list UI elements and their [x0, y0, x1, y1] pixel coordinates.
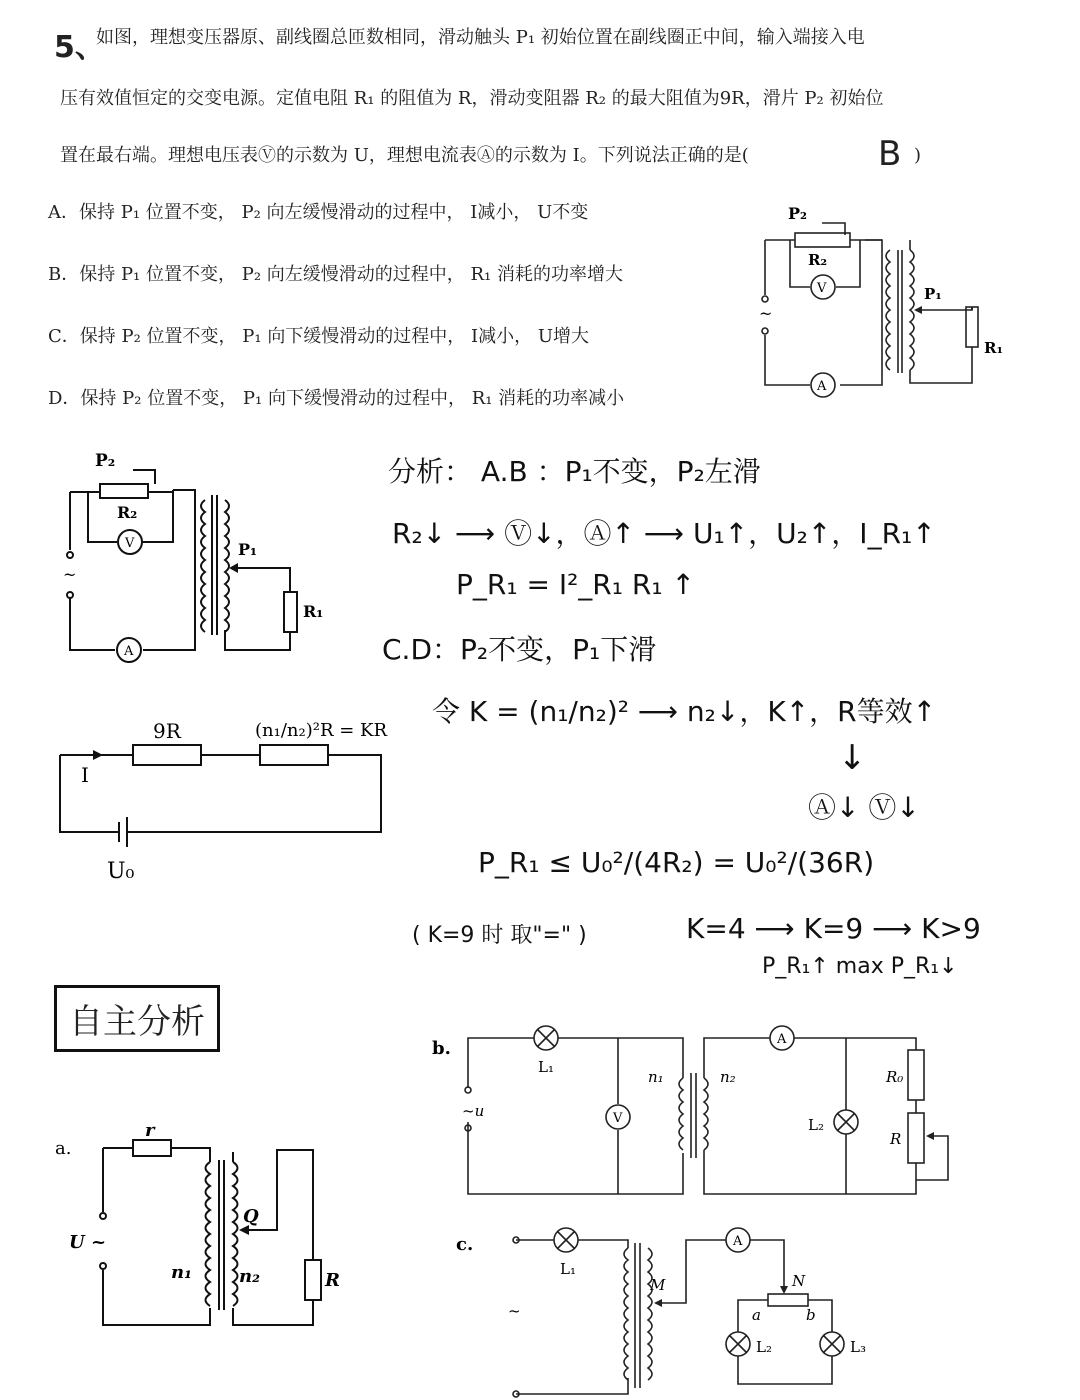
equiv-9r-label: 9R: [153, 719, 181, 743]
hand-voltmeter-label: V: [125, 536, 135, 551]
analysis-cd-result: Ⓐ↓ Ⓥ↓: [808, 791, 920, 824]
handwritten-answer: B: [878, 134, 902, 174]
analysis-ab-chain: R₂↓ ⟶ Ⓥ↓，Ⓐ↑ ⟶ U₁↑，U₂↑，I_R₁↑: [392, 517, 936, 550]
diagram-c-pa: a: [752, 1306, 761, 1324]
equiv-source-label: U₀: [107, 859, 135, 884]
diagram-b: [428, 1018, 968, 1203]
diagram-c-a: A: [733, 1234, 743, 1249]
diagram-a-u: U ~: [69, 1232, 107, 1253]
diagram-b-l2: L₂: [808, 1116, 824, 1134]
option-c: C．保持 P₂ 位置不变， P₁ 向下缓慢滑动的过程中， I减小， U增大: [48, 326, 590, 347]
option-a: A．保持 P₁ 位置不变， P₂ 向左缓慢滑动的过程中， I减小， U不变: [48, 202, 589, 223]
hand-ac-label: ~: [63, 565, 77, 584]
diagram-b-n2: n₂: [720, 1068, 736, 1086]
diagram-c-m: M: [650, 1276, 666, 1294]
ammeter-label: A: [817, 379, 827, 394]
label-p2: P₂: [788, 204, 808, 223]
diagram-b-r0: R₀: [886, 1068, 904, 1086]
diagram-a-n1: n₁: [171, 1262, 192, 1283]
diagram-c-pb: b: [806, 1306, 816, 1324]
question-number: 5、: [54, 30, 105, 65]
hand-r2: R₂: [117, 503, 138, 522]
close-paren: ): [914, 145, 922, 166]
diagram-a-r-small: r: [145, 1120, 155, 1141]
diagram-c-n: N: [792, 1272, 806, 1290]
self-analysis-box: 自主分析: [54, 985, 220, 1052]
question-line-3: 置在最右端。理想电压表Ⓥ的示数为 U，理想电流表Ⓐ的示数为 I。下列说法正确的是(: [60, 145, 749, 166]
equivalent-circuit: [55, 710, 395, 890]
hand-p2: P₂: [95, 451, 116, 471]
diagram-a: [55, 1120, 355, 1340]
analysis-k-sequence-sub: P_R₁↑ max P_R₁↓: [762, 954, 958, 979]
diagram-a-tag: a.: [55, 1138, 72, 1159]
analysis-k-sequence: K=4 ⟶ K=9 ⟶ K>9: [686, 912, 981, 945]
analysis-cd-title: C.D：P₂不变，P₁下滑: [382, 633, 657, 666]
equiv-current-label: I: [81, 763, 89, 787]
diagram-c-ac: ~: [508, 1302, 521, 1320]
hand-r1: R₁: [303, 602, 324, 621]
diagram-b-l1: L₁: [538, 1058, 554, 1076]
option-d: D．保持 P₂ 位置不变， P₁ 向下缓慢滑动的过程中， R₁ 消耗的功率减小: [48, 388, 625, 409]
diagram-a-R: R: [325, 1270, 340, 1291]
diagram-c-tag: c.: [456, 1234, 474, 1255]
diagram-b-v: V: [613, 1111, 623, 1126]
analysis-cd-chain: 令 K = (n₁/n₂)² ⟶ n₂↓，K↑，R等效↑: [432, 695, 937, 728]
diagram-a-q: Q: [243, 1206, 259, 1227]
label-p1: P₁: [924, 285, 942, 303]
diagram-a-n2: n₂: [239, 1266, 260, 1287]
question-line-1: 如图，理想变压器原、副线圈总匝数相同，滑动触头 P₁ 初始位置在副线圈正中间，输入端接入电: [96, 27, 865, 48]
diagram-c-l1: L₁: [560, 1260, 576, 1278]
diagram-c-l3: L₃: [850, 1338, 866, 1356]
equiv-kr-label: (n₁/n₂)²R = KR: [255, 720, 388, 741]
analysis-down-arrow: ↓: [838, 738, 867, 778]
label-r1: R₁: [984, 339, 1004, 357]
printed-circuit: [750, 195, 1040, 395]
hand-p1: P₁: [238, 540, 258, 559]
label-r2: R₂: [808, 251, 828, 269]
hand-ammeter-label: A: [124, 644, 134, 659]
option-b: B．保持 P₁ 位置不变， P₂ 向左缓慢滑动的过程中， R₁ 消耗的功率增大: [48, 264, 623, 285]
hand-circuit: [55, 450, 324, 670]
analysis-power-formula: P_R₁ ≤ U₀²/(4R₂) = U₀²/(36R): [478, 846, 875, 879]
analysis-title: 分析： A.B ：P₁不变，P₂左滑: [388, 455, 761, 488]
diagram-c-l2: L₂: [756, 1338, 772, 1356]
question-line-2: 压有效值恒定的交变电源。定值电阻 R₁ 的阻值为 R，滑动变阻器 R₂ 的最大阻值为9R，滑片 P₂ 初始位: [60, 88, 884, 109]
diagram-b-n1: n₁: [648, 1068, 664, 1086]
diagram-b-tag: b.: [432, 1038, 451, 1059]
diagram-b-a: A: [777, 1032, 787, 1047]
analysis-ab-power: P_R₁ = I²_R₁ R₁ ↑: [456, 568, 695, 601]
diagram-b-u: ~u: [462, 1102, 485, 1120]
ac-label: ~: [759, 304, 773, 323]
voltmeter-label: V: [817, 281, 827, 296]
diagram-c: [450, 1218, 890, 1400]
diagram-b-r: R: [890, 1130, 902, 1148]
analysis-equality-note: ( K=9 时 取"=" ): [412, 923, 587, 948]
